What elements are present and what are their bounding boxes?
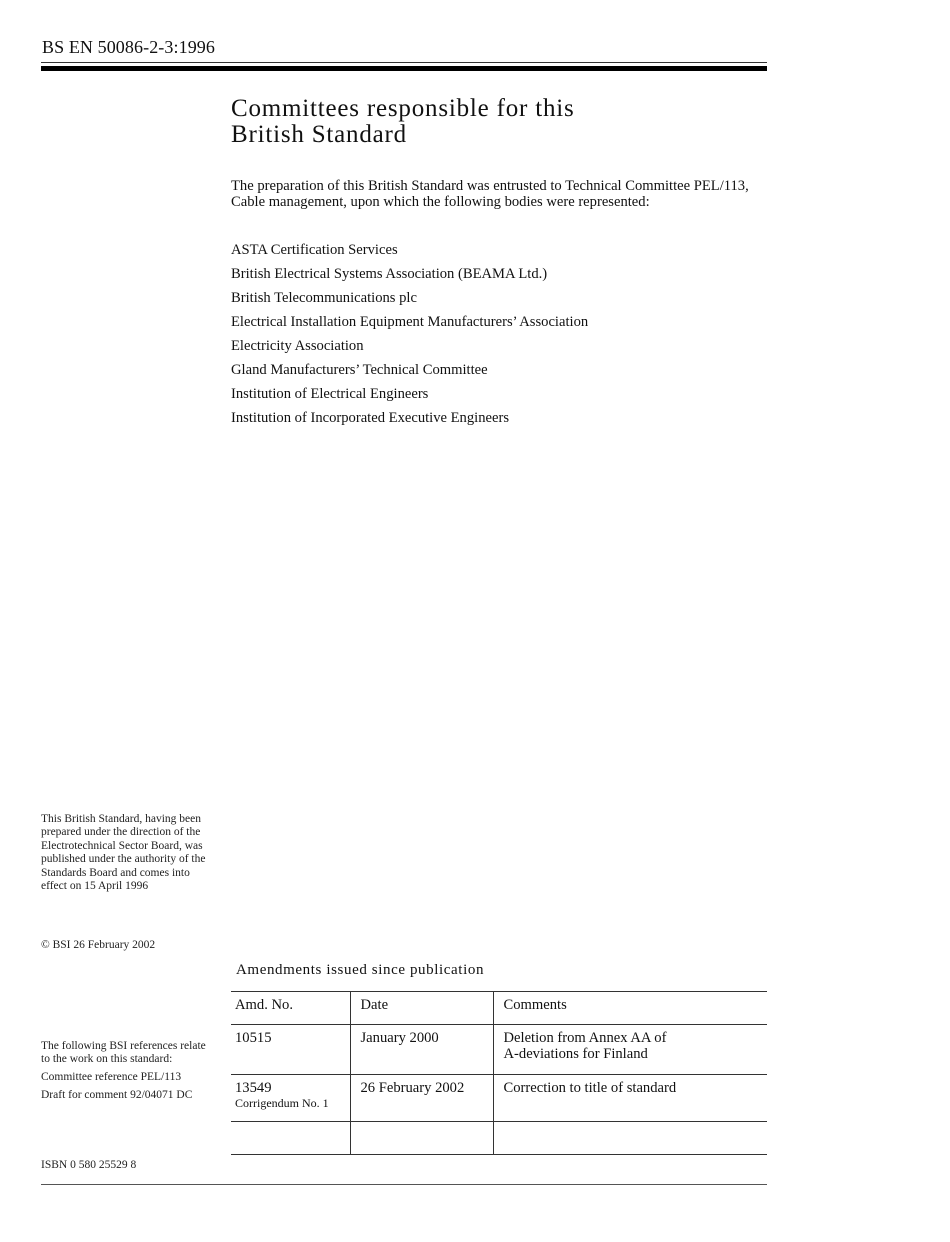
list-item: British Telecommunications plc bbox=[231, 290, 417, 306]
amd-sub-label: Corrigendum No. 1 bbox=[235, 1096, 329, 1110]
list-item: Electricity Association bbox=[231, 338, 364, 354]
document-id: BS EN 50086-2-3:1996 bbox=[42, 37, 215, 57]
draft-reference: Draft for comment 92/04071 DC bbox=[41, 1089, 193, 1101]
isbn: ISBN 0 580 25529 8 bbox=[41, 1159, 137, 1171]
list-item: Gland Manufacturers’ Technical Committee bbox=[231, 362, 488, 378]
amd-no-cell bbox=[231, 1075, 350, 1122]
represented-bodies-list bbox=[231, 241, 588, 433]
amendments-table bbox=[231, 991, 767, 1155]
list-item: British Electrical Systems Association (BEAMA Ltd.) bbox=[231, 266, 548, 282]
table-row bbox=[231, 1025, 767, 1075]
page-title-line-1: Committees responsible for this bbox=[231, 95, 575, 122]
comments-cell bbox=[493, 1122, 767, 1155]
amd-no-cell bbox=[231, 1122, 350, 1155]
header-rule-thick bbox=[41, 66, 767, 71]
intro-paragraph: The preparation of this British Standard was entrusted to Technical Committee PEL/113, Cable management, upon which the following bodies were represented: bbox=[231, 178, 749, 210]
footer-rule bbox=[41, 1184, 767, 1185]
comments-cell bbox=[493, 1025, 767, 1075]
header-rule-thin bbox=[41, 62, 767, 63]
date-cell bbox=[350, 1122, 493, 1155]
copyright-notice: © BSI 26 February 2002 bbox=[41, 939, 156, 951]
amd-no-cell bbox=[231, 1025, 350, 1075]
amendments-heading: Amendments issued since publication bbox=[236, 962, 485, 978]
bsi-references bbox=[41, 1040, 221, 1102]
comment-line: Correction to title of standard bbox=[503, 1080, 677, 1096]
table-row-empty bbox=[231, 1122, 767, 1155]
table-row bbox=[231, 1075, 767, 1122]
amd-no: 13549 bbox=[235, 1080, 272, 1096]
committee-reference: Committee reference PEL/113 bbox=[41, 1071, 182, 1083]
page-title bbox=[231, 96, 751, 148]
list-item: Institution of Electrical Engineers bbox=[231, 386, 429, 402]
date-cell: January 2000 bbox=[350, 1025, 493, 1075]
date-cell: 26 February 2002 bbox=[350, 1075, 493, 1122]
comment-line: A-deviations for Finland bbox=[503, 1046, 648, 1062]
amd-no: 10515 bbox=[235, 1030, 272, 1046]
table-header-row bbox=[231, 992, 767, 1025]
list-item: ASTA Certification Services bbox=[231, 242, 398, 258]
page-title-line-2: British Standard bbox=[231, 121, 407, 148]
comment-line: Deletion from Annex AA of bbox=[503, 1030, 667, 1046]
comments-cell bbox=[493, 1075, 767, 1122]
column-header-comments: Comments bbox=[493, 992, 767, 1025]
list-item: Institution of Incorporated Executive Engineers bbox=[231, 410, 510, 426]
column-header-date: Date bbox=[350, 992, 493, 1025]
references-intro: The following BSI references relate to the work on this standard: bbox=[41, 1040, 206, 1065]
column-header-amd-no: Amd. No. bbox=[231, 992, 350, 1025]
publication-note: This British Standard, having been prepared under the direction of the Electrotechnical Sector Board, was published under the authority of the Standards Board and comes into effect on 15 April 1996 bbox=[41, 813, 206, 893]
list-item: Electrical Installation Equipment Manufacturers’ Association bbox=[231, 314, 589, 330]
